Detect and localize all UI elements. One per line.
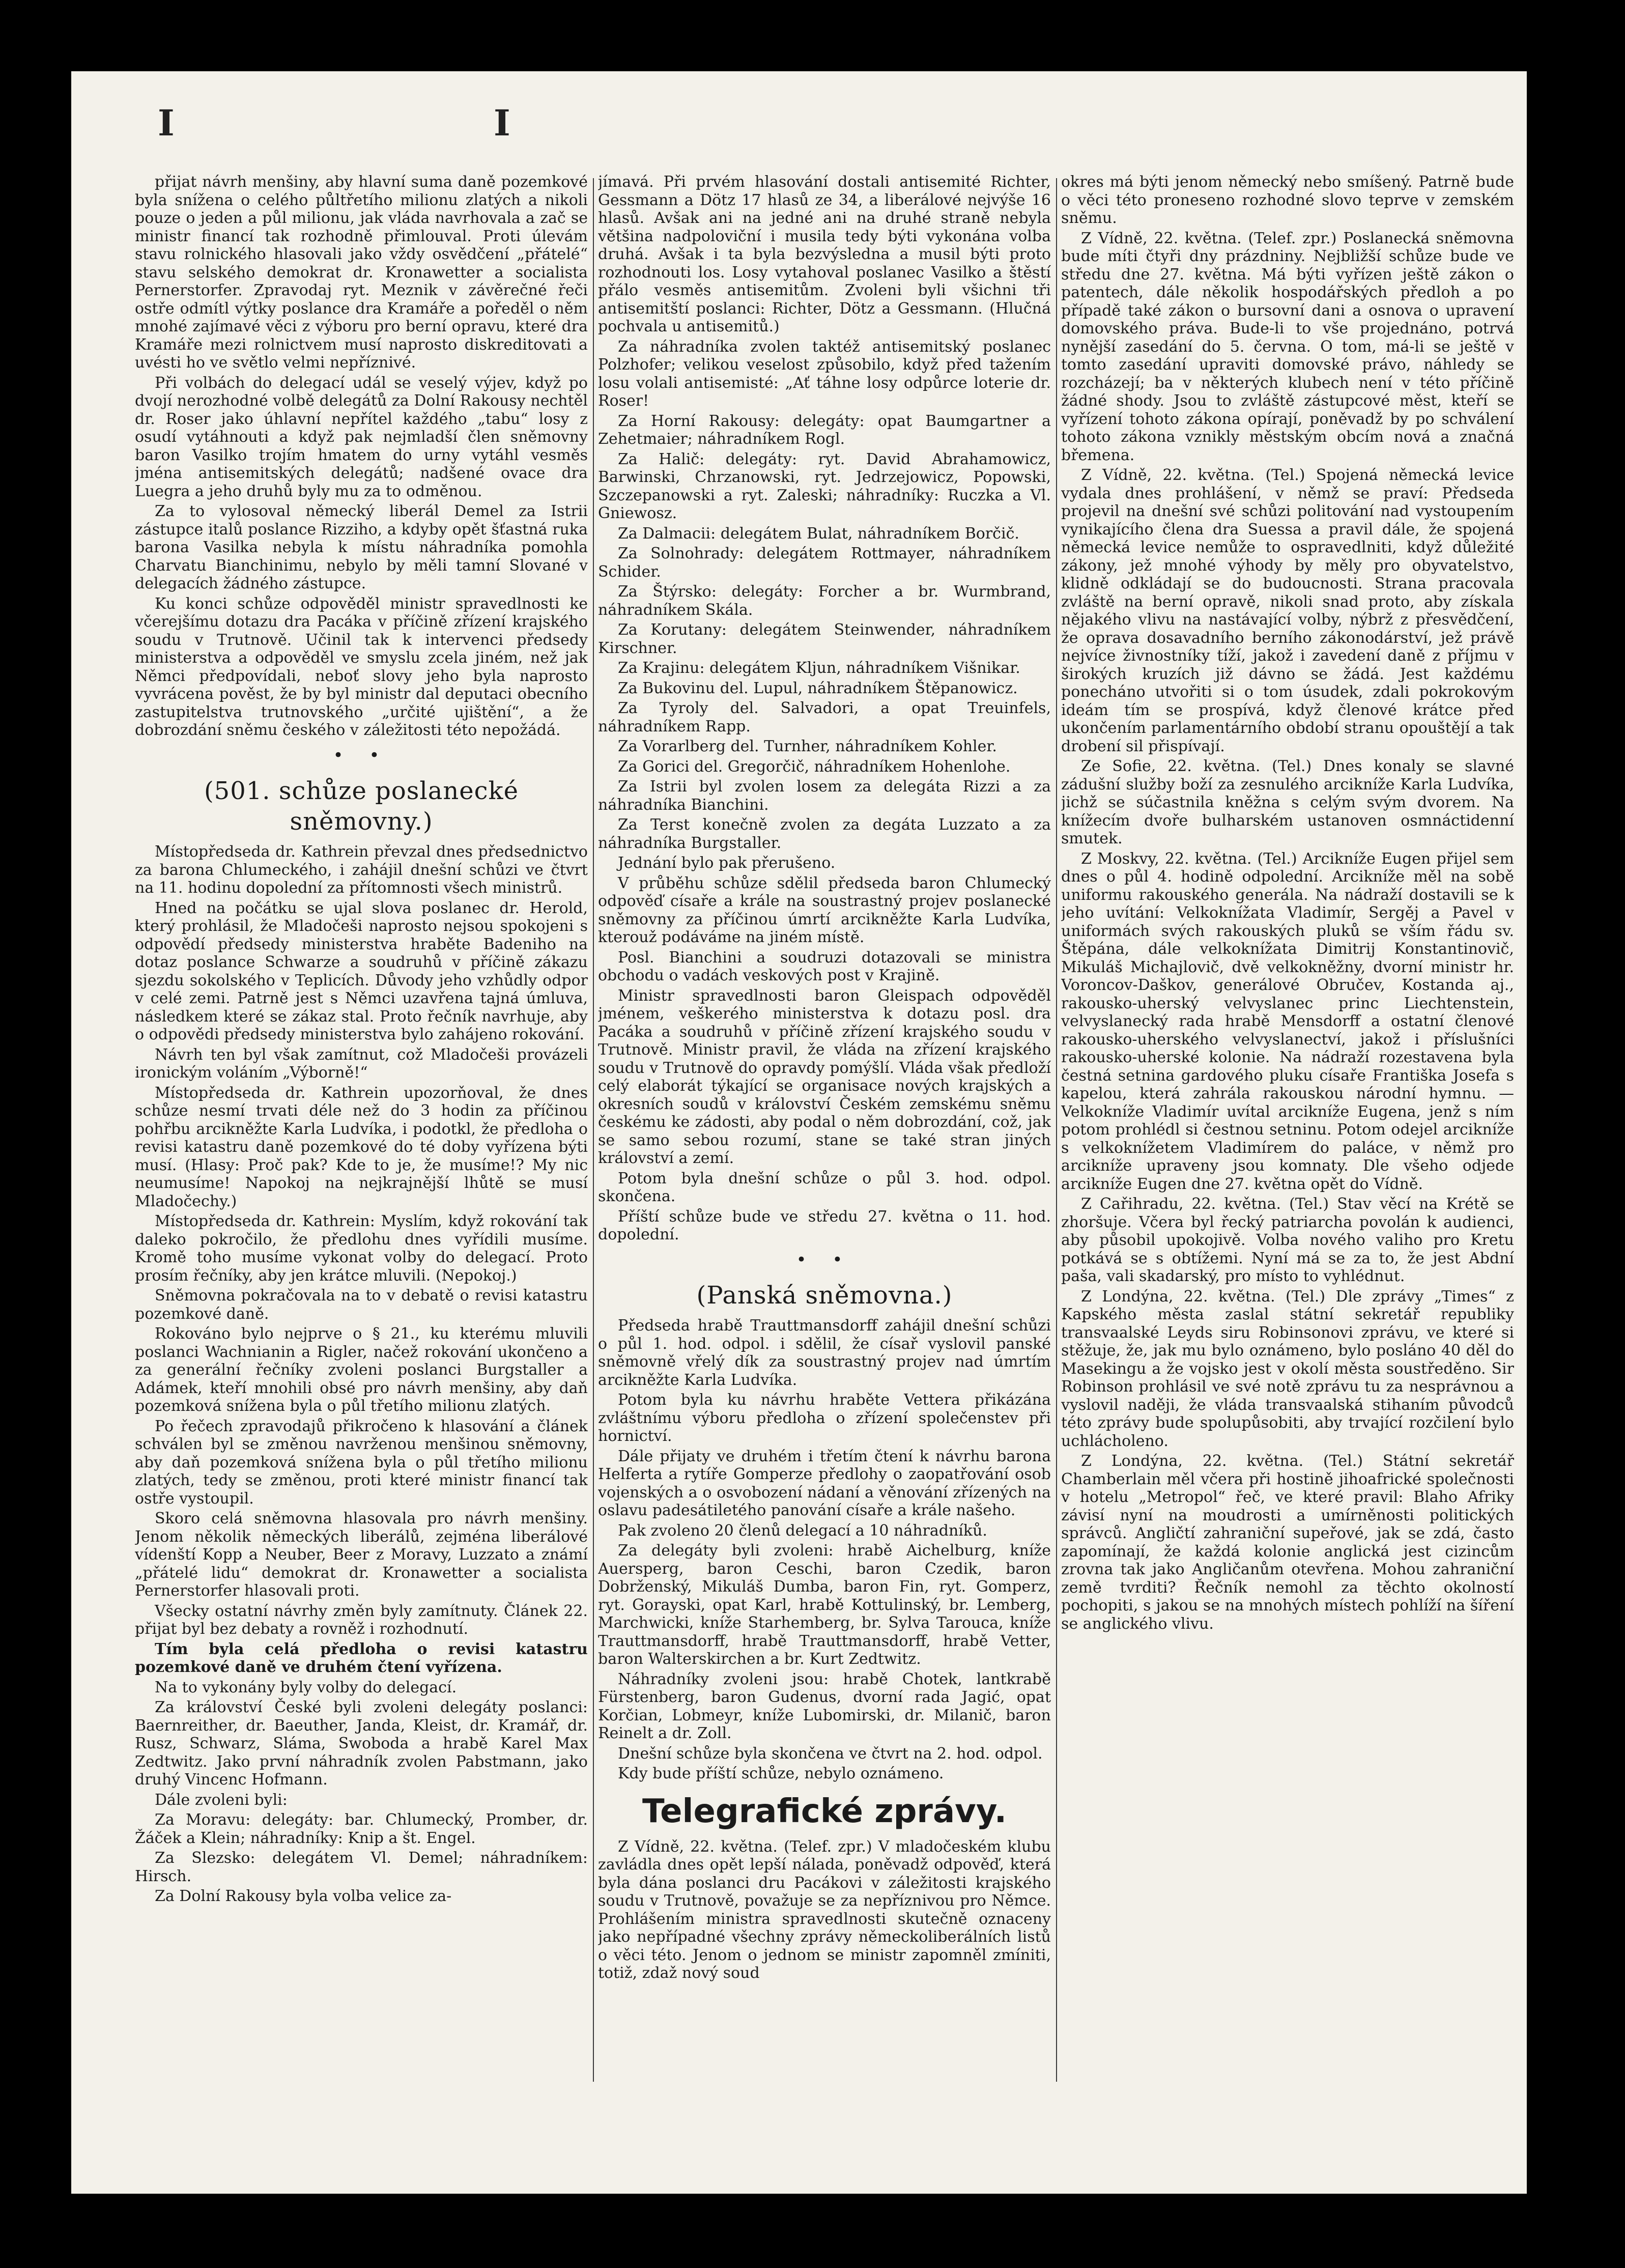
paragraph: Předseda hrabě Trauttmansdorff zahájil dnešní schůzi o půl 1. hod. odpol. i sdělil, že císař vyslovil panské sněmovně vřelý dík za soustrastný projev nad úmrtím arcikněžte Karla Ludvíka. bbox=[598, 1317, 1051, 1389]
paragraph: Místopředseda dr. Kathrein upozorňoval, že dnes schůze nesmí trvati déle než do 3 hodin za příčinou pohřbu arcikněžte Karla Ludvíka, i podotkl, že předloha o revisi katastru daně pozemkové do té doby vyřízena býti musí. (Hlasy: Proč pak? Kde to je, že musíme!? My nic neumusíme! Napokoj na nejkrajnější lhůtě se musí Mladočechy.) bbox=[135, 1084, 588, 1210]
paragraph: přijat návrh menšiny, aby hlavní suma daně pozemkové byla snížena o celého půltřetího milionu zlatých a nikoli pouze o jeden a půl milionu, jak vláda navrhovala a zač se ministr financí tak rozhodně přimlouval. Proti úlevám stavu rolnického hlasovali jako vždy osvědčení „přátelé“ stavu selského demokrat dr. Kronawetter a socialista Pernerstorfer. Zpravodaj ryt. Meznik v závěrečné řeči ostře odmítl výtky poslance dra Kramáře a poředěl o něm mnohé zajímavé věci z výboru pro berní opravu, které dra Kramáře mezi rolnictvem musí naprosto diskreditovati a uvésti ho ve světlo velmi nepříznivé. bbox=[135, 173, 588, 372]
paragraph: Po řečech zpravodajů přikročeno k hlasování a článek schválen byl se změnou navrženou menšinou sněmovny, aby daň pozemková snížena byla o půl třetího milionu zlatých, tedy se změnou, proti které ministr financí tak ostře vystoupil. bbox=[135, 1417, 588, 1508]
paragraph: Za Štýrsko: delegáty: Forcher a br. Wurmbrand, náhradníkem Skála. bbox=[598, 583, 1051, 619]
paragraph: Za Dolní Rakousy byla volba velice za- bbox=[155, 1887, 452, 1905]
column-3 bbox=[1061, 173, 1514, 2102]
paragraph: Pak zvoleno 20 členů delegací a 10 náhradníků. bbox=[618, 1521, 987, 1540]
paragraph: Za náhradníka zvolen taktéž antisemitský poslanec Polzhofer; velikou veselost způsobilo, když před tažením losu volali antisemisté: „Ať táhne losy odpůrce loterie dr. Roser! bbox=[598, 337, 1051, 410]
column-1 bbox=[135, 173, 588, 2102]
paragraph: Dále přijaty ve druhém i třetím čtení k návrhu barona Helferta a rytíře Gomperze předlohy o zaopatřování osob vojenských a o osvobození nádaní a věnování zřízených na oslavu padesátiletého panování císaře a krále našeho. bbox=[598, 1447, 1051, 1519]
paragraph: Potom byla ku návrhu hraběte Vettera přikázána zvláštnímu výboru předloha o zřízení společenstev při hornictví. bbox=[598, 1391, 1051, 1445]
paragraph: Hned na počátku se ujal slova poslanec dr. Herold, který prohlásil, že Mladočeši naprosto nejsou spokojeni s odpovědí předsedy ministerstva hraběte Badeniho na dotaz poslance Schwarze a soudruhů v příčině zákazu sjezdu sokolského v Teplicích. Důvody jeho vzhůdly odpor v celé zemi. Patrně jest s Němci uzavřena tajná úmluva, následkem které se zákaz stal. Proto řečník navrhuje, aby o odpovědi předsedy ministerstva bylo zahájeno rokování. bbox=[135, 899, 588, 1043]
paragraph: Ministr spravedlnosti baron Gleispach odpověděl jménem, veškerého ministerstva k dotazu posl. dra Pacáka a soudruhů v příčině zřízení krajského soudu v Trutnově. Ministr pravil, že vláda na zřízení krajského soudu v Trutnově do opravdy pomýšlí. Vláda však předloží celý elaborát týkající se organisace nových krajských a okresních soudů v království Českém zemskému sněmu českému ke zádosti, aby podal o něm dobrozdání, což, jak se samo sebou rozumí, stane se také stran jiných království a zemí. bbox=[598, 986, 1051, 1167]
paragraph: Za království České byli zvoleni delegáty poslanci: Baernreither, dr. Baeuther, Janda, Kleist, dr. Kramář, dr. Rusz, Schwarz, Sláma, Swoboda a hrabě Karel Max Zedtwitz. Jako první náhradník zvolen Pabstmann, jako druhý Vincenc Hofmann. bbox=[135, 1698, 588, 1789]
paragraph: Za Dalmacii: delegátem Bulat, náhradníkem Borčič. bbox=[618, 524, 1019, 543]
paragraph: Jednání bylo pak přerušeno. bbox=[618, 854, 836, 872]
paragraph: Za Tyroly del. Salvadori, a opat Treuinfels, náhradníkem Rapp. bbox=[598, 699, 1051, 735]
paragraph: Za to vylosoval německý liberál Demel za Istrii zástupce italů poslance Rizziho, a kdyby opět šťastná ruka barona Vasilka nebyla k místu náhradníka pomohla Charvatu Bianchinimu, nebylo by měli tamní Slované v delegacích žádného zástupce. bbox=[135, 502, 588, 592]
paragraph: Potom byla dnešní schůze o půl 3. hod. odpol. skončena. bbox=[598, 1169, 1051, 1205]
paragraph: jímavá. Při prvém hlasování dostali antisemité Richter, Gessmann a Dötz 17 hlasů ze 34, a liberálové nejvýše 16 hlasů. Avšak ani na jedné ani na druhé straně nebyla většina nadpoloviční i musila tedy býti vykonána volba druhá. Avšak i ta byla bezvýsledna a musil býti proto rozhodnouti los. Losy vytahoval poslanec Vasilko a štěstí přálo vesměs antisemitům. Zvoleni byli všichni tři antisemitští poslanci: Richter, Dötz a Gessmann. (Hlučná pochvala u antisemitů.) bbox=[598, 173, 1051, 335]
paragraph: Ze Sofie, 22. května. (Tel.) Dnes konaly se slavné zádušní služby boží za zesnulého arcikníže Karla Ludvíka, jichž se súčastnila kněžna s celým svým dvorem. Na knížecím dvoře bulharském ustanoven osmnáctidenní smutek. bbox=[1061, 757, 1514, 847]
section-separator: • • bbox=[796, 1249, 853, 1270]
paragraph: Místopředseda dr. Kathrein převzal dnes předsednictvo za barona Chlumeckého, i zahájil dnešní schůzi ve čtvrt na 11. hodinu dopolední za přítomnosti všech ministrů. bbox=[135, 843, 588, 897]
paragraph: Za Terst konečně zvolen za degáta Luzzato a za náhradníka Burgstaller. bbox=[598, 816, 1051, 852]
paragraph: Všecky ostatní návrhy změn byly zamítnuty. Článek 22. přijat byl bez debaty a rovněž i rozhodnutí. bbox=[135, 1602, 588, 1638]
paragraph: Posl. Bianchini a soudruzi dotazovali se ministra obchodu o vadách veskových post v Krajině. bbox=[598, 948, 1051, 984]
column-2 bbox=[598, 173, 1051, 2102]
paragraph: Za Moravu: delegáty: bar. Chlumecký, Promber, dr. Žáček a Klein; náhradníky: Knip a št. Engel. bbox=[135, 1811, 588, 1847]
telegraph-heading: Telegrafické zprávy. bbox=[642, 1792, 1007, 1830]
paragraph: Za Gorici del. Gregorčič, náhradníkem Hohenlohe. bbox=[618, 757, 1011, 776]
paragraph: Za Istrii byl zvolen losem za delegáta Rizzi a za náhradníka Bianchini. bbox=[598, 778, 1051, 814]
paragraph: Ku konci schůze odpověděl ministr spravedlnosti ke včerejšímu dotazu dra Pacáka v příčině zřízení krajského soudu v Trutnově. Učinil tak k intervenci předsedy ministerstva a odpověděl ve smyslu zcela jiném, než jak Němci předpovídali, neboť slovy jeho byla naprosto vyvrácena pověst, že by byl ministr dal deputaci obecního zastupitelstva trutnovského „určité ujištění“, a že dobrozdání sněmu českého v záležitosti této nepožádá. bbox=[135, 594, 588, 739]
paragraph: Náhradníky zvoleni jsou: hrabě Chotek, lantkrabě Fürstenberg, baron Gudenus, dvorní rada Jagić, opat Korčian, Lobmeyr, kníže Lubomirski, dr. Milanič, baron Reinelt a dr. Zoll. bbox=[598, 1670, 1051, 1742]
paragraph: Za Krajinu: delegátem Kljun, náhradníkem Višnikar. bbox=[618, 659, 1020, 677]
paragraph: Z Londýna, 22. května. (Tel.) Dle zprávy „Times“ z Kapského města zaslal státní sekretář republiky transvaalské Leyds siru Robinsonovi zprávu, ve které si stěžuje, že, jak mu bylo oznámeno, bylo posláno 40 děl do Masekingu a že vojsko jest v okolí města soustředěno. Sir Robinson prohlásil ve své notě zprávu tu za nesprávnou a vyslovil naději, že vláda transvaalská stihaním původců této zprávy bude spolupůsobiti, aby trvající rozčilení bylo uchlácholeno. bbox=[1061, 1287, 1514, 1450]
paragraph: Dnešní schůze byla skončena ve čtvrt na 2. hod. odpol. bbox=[618, 1744, 1043, 1763]
newspaper-page bbox=[71, 71, 1527, 2194]
section-heading: (Panská sněmovna.) bbox=[696, 1281, 953, 1310]
paragraph: Za Halič: delegáty: ryt. David Abrahamowicz, Barwinski, Chrzanowski, ryt. Jedrzejowicz, Popowski, Szczepanowski a ryt. Zaleski; náhradníky: Ruczka a Vl. Gniewosz. bbox=[598, 450, 1051, 522]
paragraph: Příští schůze bude ve středu 27. května o 11. hod. dopolední. bbox=[598, 1207, 1051, 1243]
paragraph: Návrh ten byl však zamítnut, což Mladočeši provázeli ironickým voláním „Výborně!“ bbox=[135, 1045, 588, 1082]
paragraph: Z Cařihradu, 22. května. (Tel.) Stav věcí na Krétě se zhoršuje. Včera byl řecký patriarcha povolán k audienci, aby působil upokojivě. Volba nového valiho pro Kretu potkává se s obtížemi. Nyní má se za to, že jest Abdní paša, vali skadarský, pro místo to vyhlédnut. bbox=[1061, 1195, 1514, 1285]
paragraph: Na to vykonány byly volby do delegací. bbox=[155, 1678, 457, 1696]
paragraph: Dále zvoleni byli: bbox=[155, 1791, 288, 1809]
section-separator: • • bbox=[333, 745, 390, 766]
paragraph: okres má býti jenom německý nebo smíšený. Patrně bude o věci této proneseno rozhodné slovo teprve v zemském sněmu. bbox=[1061, 173, 1514, 227]
paragraph: Za Vorarlberg del. Turnher, náhradníkem Kohler. bbox=[618, 738, 997, 755]
paragraph: Za Korutany: delegátem Steinwender, náhradníkem Kirschner. bbox=[598, 621, 1051, 657]
paragraph: Místopředseda dr. Kathrein: Myslím, když rokování tak daleko pokročilo, že předlohu dnes vyřídili musíme. Kromě toho musíme vykonat volby do delegací. Proto prosím řečníky, aby jen krátce mluvili. (Nepokoj.) bbox=[135, 1212, 588, 1285]
paragraph: Kdy bude příští schůze, nebylo oznámeno. bbox=[618, 1765, 944, 1782]
paragraph: Z Vídně, 22. května. (Telef. zpr.) Poslanecká sněmovna bude míti čtyři dny prázdniny. Nejbližší schůze bude ve středu dne 27. května. Má býti vyřízen ještě zákon o patentech, dále několik hospodářských předloh a po případě také zákon o bursovní dani a osnova o upravení domovského práva. Bude-li to vše projednáno, potrvá nynější zasedání do 5. června. O tom, má-li se ještě v tomto zasedání upraviti domovské právo, náhledy se rozcházejí; ba v některých klubech není v této příčině žádné shody. Jsou to zvláště zástupcové měst, kteří se vyřízení tohoto zákona opírají, poněvadž by po schválení tohoto zákona vznikly městským obcím nová a značná břemena. bbox=[1061, 229, 1514, 464]
paragraph: Sněmovna pokračovala na to v debatě o revisi katastru pozemkové daně. bbox=[135, 1287, 588, 1323]
column-rule-1 bbox=[593, 178, 594, 2082]
margin-mark-left: I bbox=[158, 102, 175, 144]
paragraph: Z Moskvy, 22. května. (Tel.) Arcikníže Eugen přijel sem dnes o půl 4. hodině odpolední. Arcikníže měl na sobě uniformu rakouského generála. Na nádraží dostavili se k jeho uvítání: Velkoknížata Vladimír, Sergěj a Pavel v uniformách svých rakouských pluků se vším řádu sv. Štěpána, dále velkoknížata Dimitrij Konstantinovič, Mikuláš Michajlovič, dvě velkokněžny, dvorní ministr hr. Voroncov-Daškov, generálové Obručev, Kostanda aj., rakousko-uherský velvyslanec princ Liechtenstein, velvyslanecký rada hrabě Mensdorff a ostatní členové rakousko-uherského velvyslanectví, jakož i příslušníci rakousko-uherské kolonie. Na nádraží rozestavena byla čestná setnina gardového pluku císaře Františka Josefa s kapelou, která zahrála rakouskou národní hymnu. — Velkokníže Vladimír uvítal arcikníže Eugena, jenž s ním potom prohlédl si čestnou setninu. Potom odejel arcikníže s velkoknížetem Vladimírem do paláce, v němž pro arcikníže upraveny jsou komnaty. Dle všeho odjede arcikníže Eugen dne 27. května opět do Vídně. bbox=[1061, 849, 1514, 1193]
paragraph: Z Londýna, 22. května. (Tel.) Státní sekretář Chamberlain měl včera při hostině jihoafrické společnosti v hotelu „Metropol“ řeč, ve které pravil: Blaho Afriky závisí nyní na moudrosti a umírněnosti politických správců. Angličtí zahraniční supeřové, jak se zdá, často zapomínají, že každá kolonie anglická jest cizincům zrovna tak jako Angličanům otevřena. Mohou zahraniční země tvrditi? Řečník nemohl za těchto okolností pochopiti, s jakou se na mnohých místech pohlíží na šíření se anglického vlivu. bbox=[1061, 1452, 1514, 1633]
paragraph: Za Horní Rakousy: delegáty: opat Baumgartner a Zehetmaier; náhradníkem Rogl. bbox=[598, 412, 1051, 448]
paragraph: V průběhu schůze sdělil předseda baron Chlumecký odpověď císaře a krále na soustrastný projev poslanecké sněmovny za příčinou úmrtí arcikněžte Karla Ludvíka, kterouž podáváme na jiném místě. bbox=[598, 874, 1051, 946]
paragraph: Při volbách do delegací udál se veselý výjev, když po dvojí nerozhodné volbě delegátů za Dolní Rakousy nechtěl dr. Roser jako úhlavní nepřítel každého „tabu“ losy z osudí vytáhnouti a když pak nejmladší člen sněmovny baron Vasilko trojím hmatem do urny vytáhl vesměs jména antisemitských delegátů; nadšené ovace dra Luegra a jeho druhů byly mu za to odměnou. bbox=[135, 374, 588, 500]
section-heading: (501. schůze poslanecké sněmovny.) bbox=[204, 777, 519, 836]
paragraph: Skoro celá sněmovna hlasovala pro návrh menšiny. Jenom několik německých liberálů, zejména liberálové vídenští Kopp a Neuber, Beer z Moravy, Luzzato a známí „přátelé lidu“ demokrat dr. Kronawetter a socialista Pernerstorfer hlasovali proti. bbox=[135, 1510, 588, 1600]
column-rule-2 bbox=[1056, 178, 1057, 2082]
margin-mark-right: I bbox=[494, 102, 510, 144]
paragraph: Za delegáty byli zvoleni: hrabě Aichelburg, kníže Auersperg, baron Ceschi, baron Czedik, baron Dobrženský, Mikuláš Dumba, baron Fin, ryt. Gomperz, ryt. Gorayski, opat Karl, hrabě Kottulinský, br. Lemberg, Marchwicki, kníže Starhemberg, br. Sylva Tarouca, kníže Trauttmansdorff, hrabě Trauttmansdorff, hrabě Vetter, baron Walterskirchen a br. Kurt Zedtwitz. bbox=[598, 1542, 1051, 1668]
paragraph: Za Bukovinu del. Lupul, náhradníkem Štěpanowicz. bbox=[618, 679, 1018, 697]
paragraph: Z Vídně, 22. května. (Telef. zpr.) V mladočeském klubu zavládla dnes opět lepší nálada, poněvadž odpověď, která byla dána poslanci dru Pacákovi v záležitosti krajského soudu v Trutnově, považuje se za nepříznivou pro Němce. Prohlášením ministra spravedlnosti skutečně oznaceny jako nepřípadné všechny zprávy německoliberálních listů o věci této. Jenom o jednom se ministr zapomněl zmíniti, totiž, zdaž nový soud bbox=[598, 1837, 1051, 1982]
paragraph: Tím byla celá předloha o revisi katastru pozemkové daně ve druhém čtení vyřízena. bbox=[135, 1640, 588, 1676]
paragraph: Za Slezsko: delegátem Vl. Demel; náhradníkem: Hirsch. bbox=[135, 1849, 588, 1885]
paragraph: Z Vídně, 22. května. (Tel.) Spojená německá levice vydala dnes prohlášení, v němž se praví: Předseda projevil na dnešní své schůzi politování nad vystoupením vynikajícího člena dra Suessa a pravil dále, že spojená německá levice nemůže to ospravedlniti, když důležité zákony, jež mnohé výhody by měly pro obyvatelstvo, klidně odkládají se do budoucnosti. Strana pracovala zvláště na berní opravě, nikoli snad proto, aby získala nějakého vlivu na nastávající volby, nýbrž z přesvědčení, že oprava dosavadního berního zákonodárství, jež právě nejvíce živnostníky tíží, jakož i zavedení daně z příjmu v širokých kruzích již dávno se žádá. Jest každému ponecháno utvořiti si o tom úsudek, zdali pokrokovým ideám tím se prospívá, když členové krátce před ukončením parlamentárního období stranu opouštějí a tak drobení sil přispívají. bbox=[1061, 466, 1514, 755]
paragraph: Rokováno bylo nejprve o § 21., ku kterému mluvili poslanci Wachnianin a Rigler, načež rokování ukončeno a za generální řečníky zvoleni poslanci Burgstaller a Adámek, kteří mnohili obsé pro návrh menšiny, aby daň pozemková snížena byla o půl třetího milionu zlatých. bbox=[135, 1325, 588, 1415]
paragraph: Za Solnohrady: delegátem Rottmayer, náhradníkem Schider. bbox=[598, 545, 1051, 581]
